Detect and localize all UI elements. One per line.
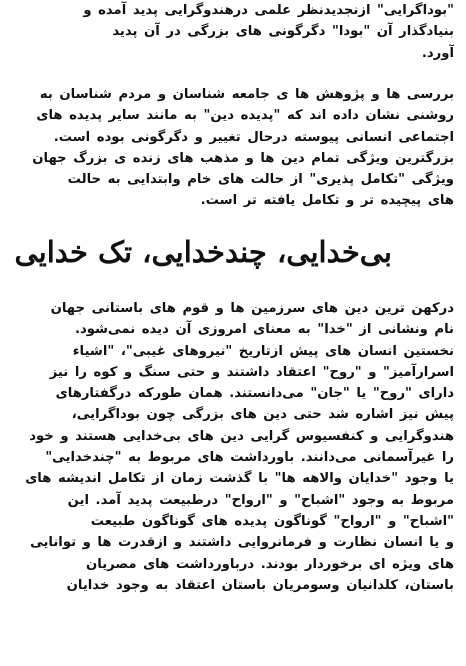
text-line: روشنی نشان داده اند که "پدیده دین" به مانند سایر پدیده های bbox=[36, 108, 454, 124]
text-line: یا وجود "خدایان والاهه ها" با گذشت زمان از تکامل اندیشه های bbox=[25, 471, 454, 487]
text-line: باستان، کلدانیان وسومریان باستان اعتقاد به وجود خدایان bbox=[66, 577, 454, 593]
text-line: را غیرآسمانی می‌دانند. باورداشت های مربوط به "چندخدایی" bbox=[45, 450, 454, 466]
text-line: "اشباح" و "ارواح" گوناگون پدیده های گوناگون طبیعت bbox=[90, 513, 454, 529]
text-line: بررسی ها و پژوهش ها ی جامعه شناسان و مردم شناسان به bbox=[39, 87, 454, 102]
text-line: ویژگی "تکامل پذیری" از حالت های خام وابتدایی به حالت bbox=[67, 172, 454, 188]
text-line: آورد. bbox=[421, 45, 454, 61]
text-line: اجتماعی انسانی پیوسته درحال تغییر و دگرگونی بوده است. bbox=[53, 129, 454, 145]
text-line: نام ونشانی از "خدا" به معنای امروزی آن دیده نمی‌شود. bbox=[75, 322, 454, 338]
text-line: اسرارآمیز" و "روح" اعتقاد داشتند و حتی سنگ و کوه را نیز bbox=[49, 364, 454, 380]
text-line: و یا انسان نظارت و فرمانروایی داشتند و ازقدرت ها و توانایی bbox=[30, 535, 454, 551]
paragraph-buddhism-intro bbox=[14, 0, 454, 64]
text-line: بنیادگذار آن "بودا" دگرگونی های بزرگی در آن پدید bbox=[112, 24, 454, 40]
text-line: پیش نیز اشاره شد حتی دین های بزرگی چون بوداگرایی، bbox=[71, 407, 454, 423]
text-line: بزرگترین ویژگی تمام دین ها و مذهب های زنده ی بزرگ جهان bbox=[32, 150, 454, 166]
paragraph-ancient-religions bbox=[14, 298, 454, 596]
text-line: "بوداگرایی" ازنجدیدنظر علمی درهندوگرایی پدید آمده و bbox=[83, 3, 454, 18]
text-line: نخستین انسان های پیش ازتاریخ "نیروهای غیبی"، "اشیاء bbox=[72, 343, 454, 359]
document-page bbox=[14, 0, 454, 666]
section-heading: بی‌خدایی، چندخدایی، تک خدایی bbox=[14, 235, 392, 269]
text-line: هندوگرایی و کنفسیوس گرایی دین های بی‌خدایی هستند و خود bbox=[29, 428, 454, 444]
paragraph-religion-evolution bbox=[14, 84, 454, 212]
text-line: مربوط به وجود "اشباح" و "ارواح" درطبیعت پدید آمد. این bbox=[67, 492, 454, 508]
text-line: های پیچیده تر و تکامل یافته تر است. bbox=[200, 193, 454, 209]
text-line: دارای "روح" یا "جان" می‌دانستند. همان طورکه درگفتارهای bbox=[55, 386, 454, 402]
text-line: درکهن ترین دین های سرزمین ها و قوم های باستانی جهان bbox=[50, 301, 454, 316]
text-line: های ویژه ای برخوردار بودند. درباورداشت های مصریان bbox=[85, 556, 454, 572]
